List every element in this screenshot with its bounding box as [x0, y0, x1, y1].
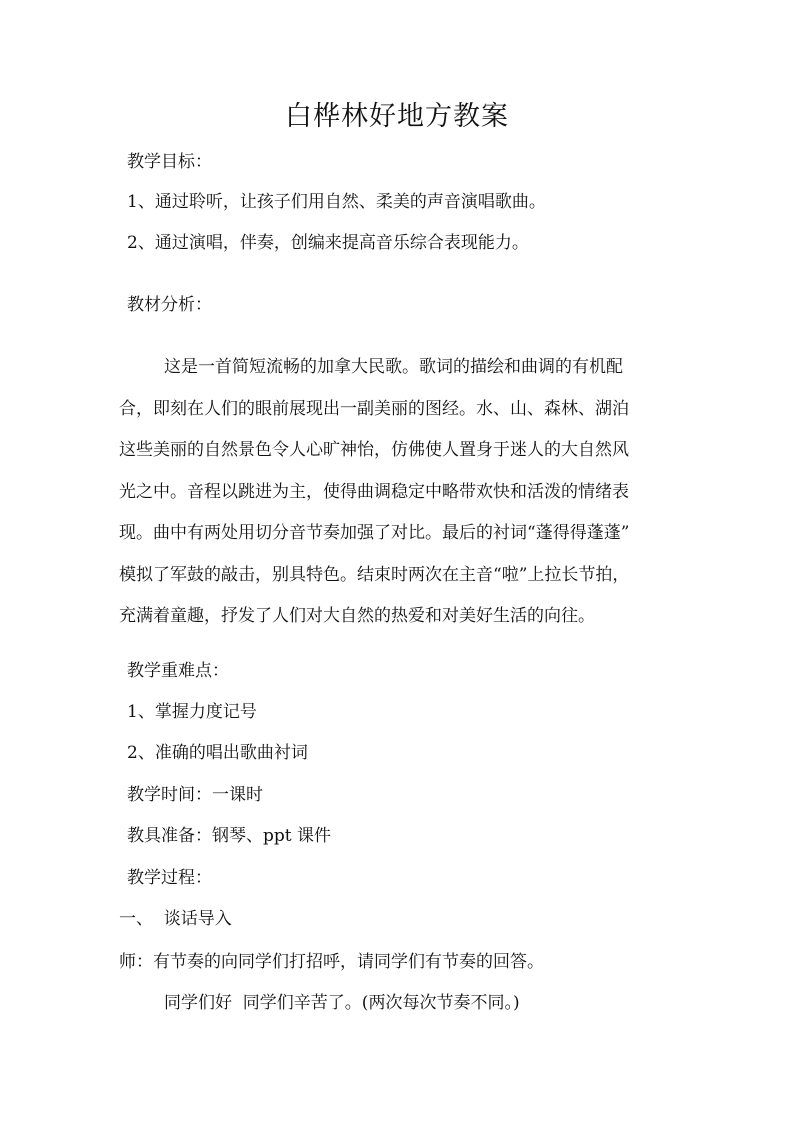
analysis-line-3: 这些美丽的自然景色令人心旷神怡，仿佛使人置身于迷人的大自然风	[119, 440, 629, 460]
analysis-line-5: 现。曲中有两处用切分音节奏加强了对比。最后的衬词“蓬得得蓬蓬”	[119, 523, 630, 543]
key-points-heading: 教学重难点：	[127, 661, 229, 681]
page-title: 白桦林好地方教案	[285, 101, 509, 132]
analysis-line-4: 光之中。音程以跳进为主，使得曲调稳定中略带欢快和活泼的情绪表	[119, 481, 629, 502]
teaching-time: 教学时间：一课时	[127, 785, 263, 805]
analysis-paragraph	[119, 347, 682, 638]
goal-item-2: 2、通过演唱，伴奏，创编来提高音乐综合表现能力。	[127, 233, 529, 253]
analysis-line-1: 这是一首简短流畅的加拿大民歌。歌词的描绘和曲调的有机配	[164, 357, 623, 377]
key-point-1: 1、掌握力度记号	[127, 702, 257, 722]
process-heading: 教学过程：	[127, 868, 212, 888]
process-step-1: 一、 谈话导入	[119, 909, 232, 929]
analysis-line-2: 合，即刻在人们的眼前展现出一副美丽的图经。水、山、森林、湖泊	[119, 398, 629, 419]
analysis-heading: 教材分析：	[127, 295, 212, 315]
analysis-line-6: 模拟了军鼓的敲击，别具特色。结束时两次在主音“啦”上拉长节拍，	[119, 564, 630, 585]
analysis-line-7: 充满着童趣，抒发了人们对大自然的热爱和对美好生活的向往。	[119, 606, 595, 626]
goals-heading: 教学目标：	[127, 152, 212, 172]
example-line: 同学们好 同学们辛苦了。(两次每次节奏不同。)	[164, 993, 520, 1013]
teacher-line: 师：有节奏的向同学们打招呼，请同学们有节奏的回答。	[119, 952, 544, 972]
key-point-2: 2、准确的唱出歌曲衬词	[127, 743, 308, 763]
goal-item-1: 1、通过聆听，让孩子们用自然、柔美的声音演唱歌曲。	[127, 192, 546, 212]
teaching-tools: 教具准备：钢琴、ppt 课件	[127, 826, 331, 846]
